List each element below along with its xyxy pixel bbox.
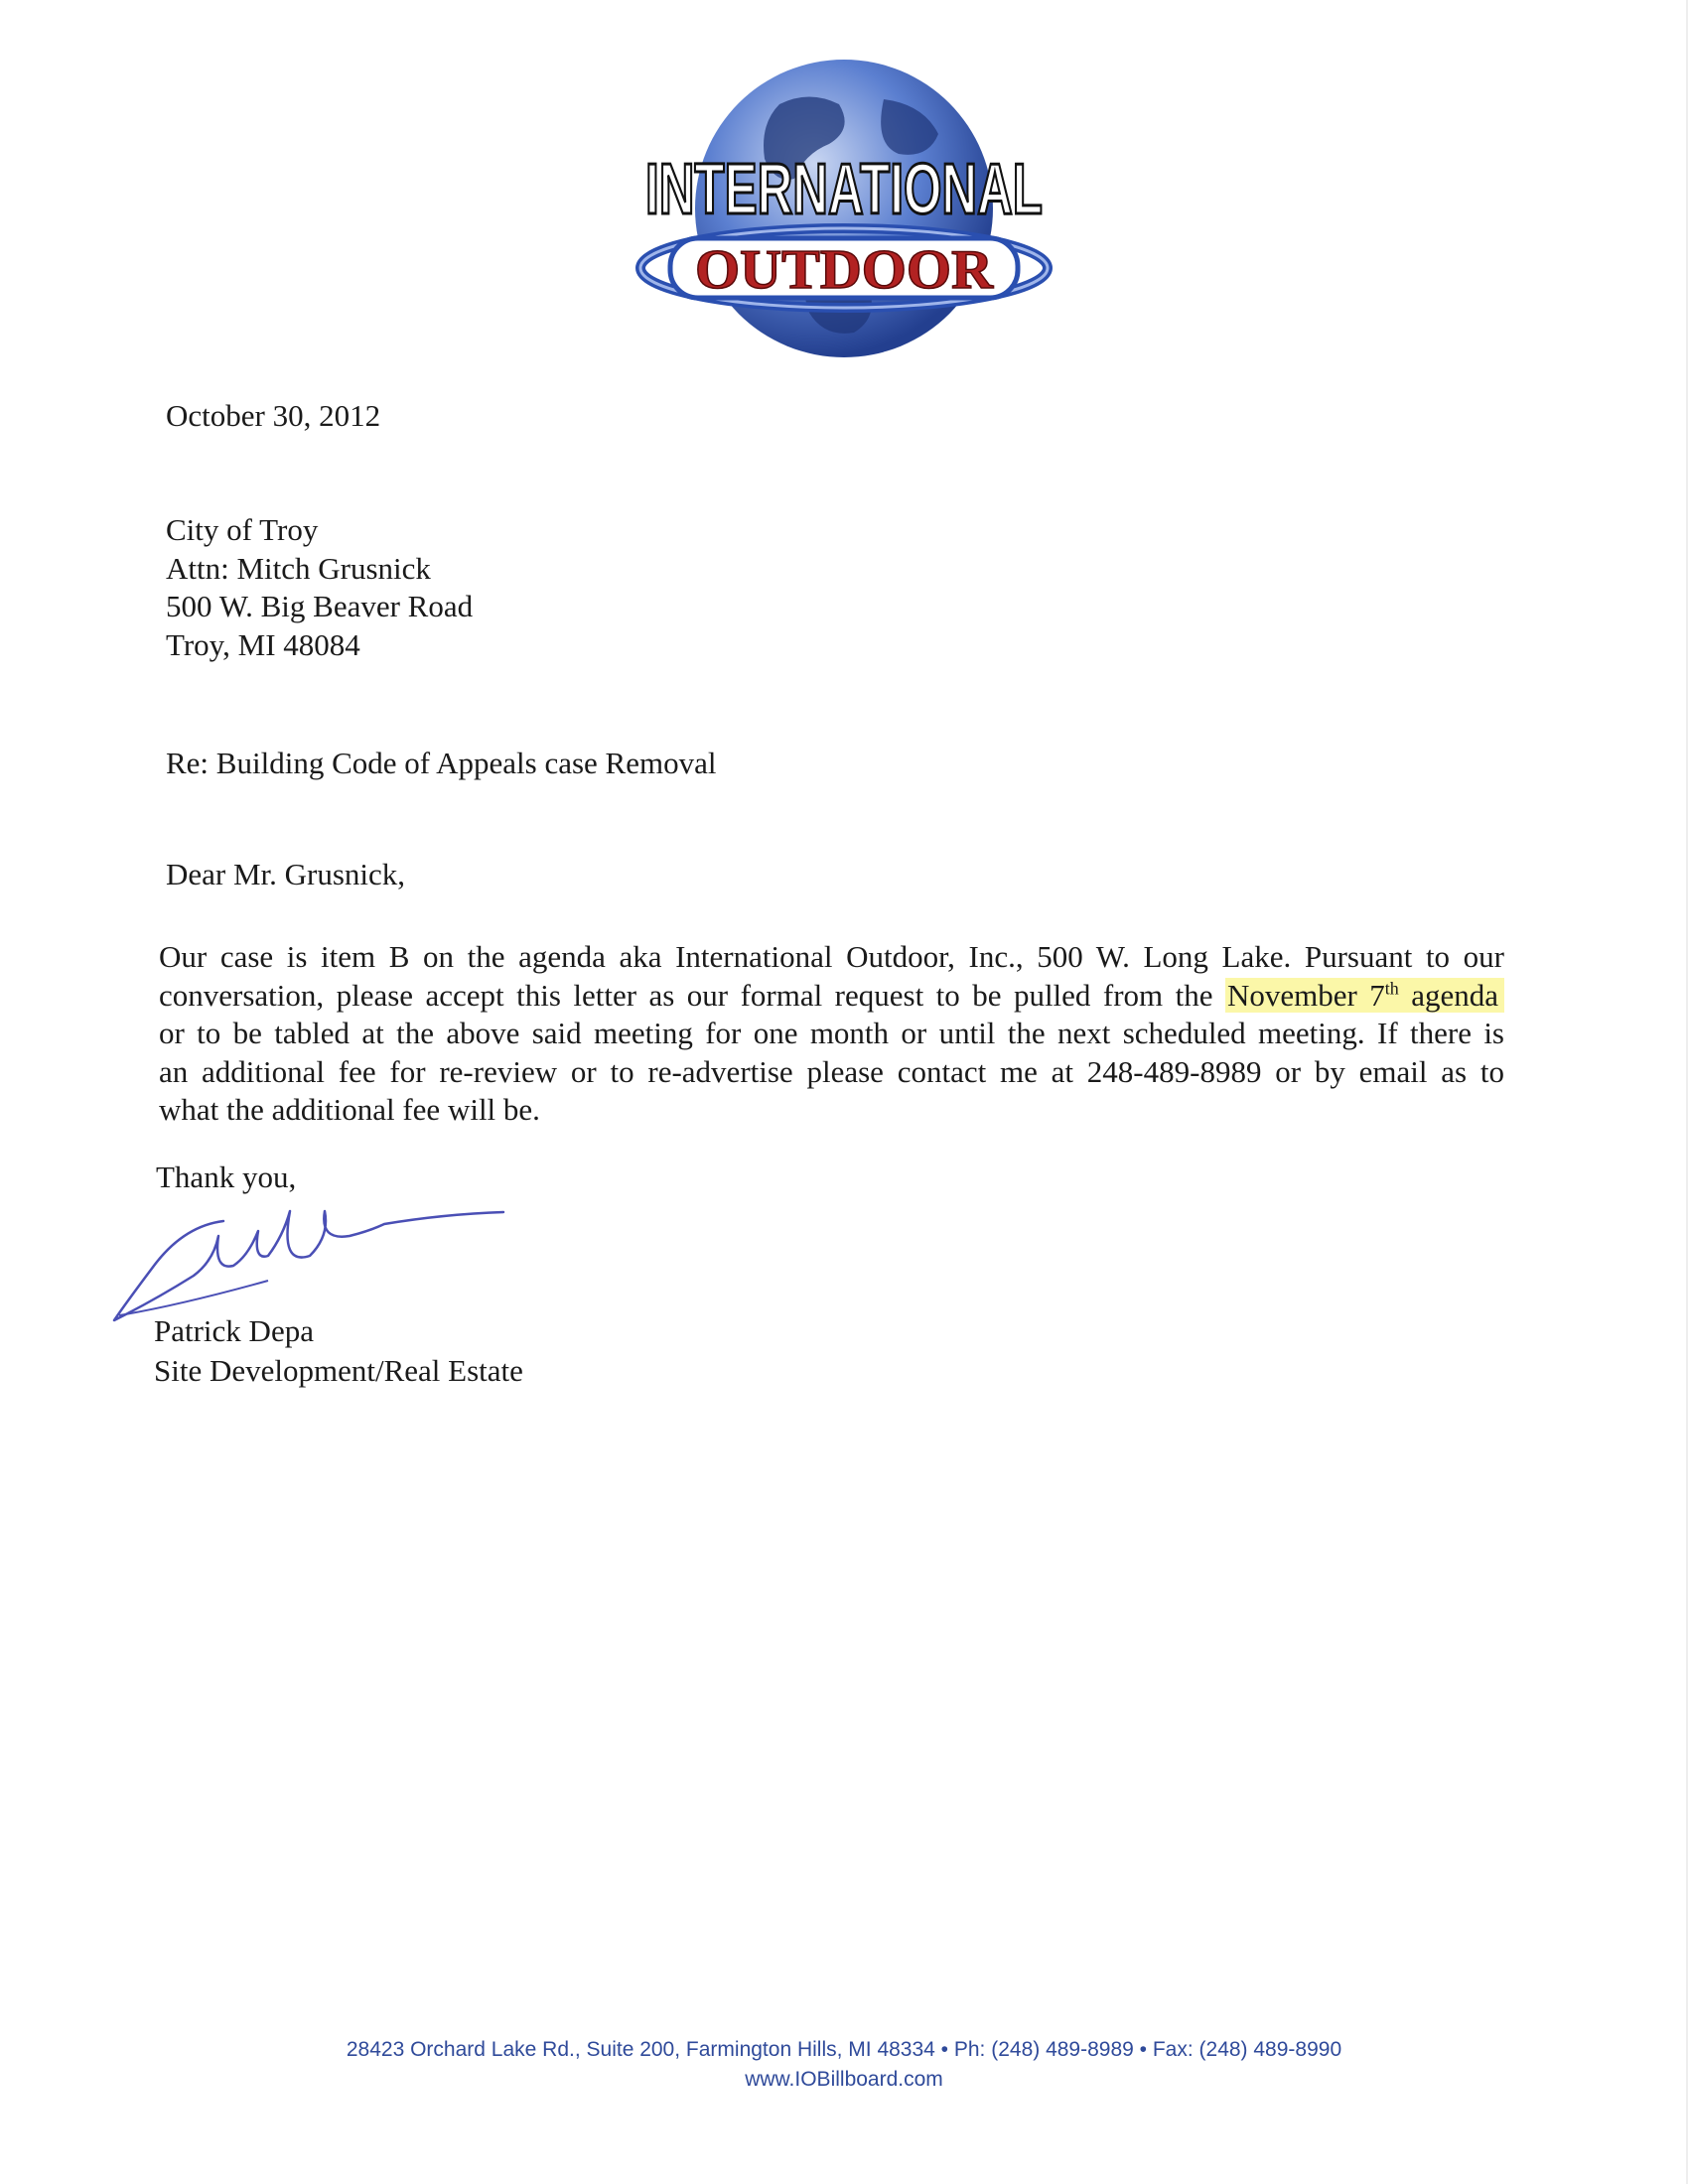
closing: Thank you,: [156, 1160, 297, 1194]
handwritten-signature: [104, 1201, 541, 1320]
body-line: what the additional fee will be.: [159, 1092, 540, 1127]
logo-wordmark-international: INTERNATIONAL: [645, 150, 1043, 229]
footer-website: www.IOBillboard.com: [745, 2068, 943, 2091]
recipient-line: Attn: Mitch Grusnick: [166, 550, 431, 586]
highlight-text: November 7: [1226, 977, 1385, 1013]
body-line: or to be tabled at the above said meeting for one month or until the next scheduled meeting. If there is: [159, 1016, 1504, 1050]
company-logo: [631, 45, 1057, 362]
recipient-line: 500 W. Big Beaver Road: [166, 589, 474, 623]
body-paragraph: [159, 938, 1504, 1130]
footer-address: 28423 Orchard Lake Rd., Suite 200, Farmington Hills, MI 48334 • Ph: (248) 489-8989 • Fax: (248) 489-8990: [346, 2038, 1342, 2061]
logo-wordmark-outdoor: OUTDOOR: [695, 239, 994, 301]
highlight-text: agenda: [1398, 977, 1499, 1013]
recipient-line: Troy, MI 48084: [166, 626, 360, 662]
ordinal-suffix: th: [1384, 978, 1399, 999]
highlighted-date: [1225, 978, 1504, 1013]
body-line: an additional fee for re-review or to re-advertise please contact me at 248-489-8989 or by email as to: [159, 1053, 1504, 1089]
signer-name: Patrick Depa: [154, 1313, 314, 1348]
signer-title: Site Development/Real Estate: [154, 1353, 523, 1388]
body-line: [159, 977, 1504, 1016]
body-text: conversation, please accept this letter as our formal request to be pulled from the: [159, 977, 1213, 1013]
letter-date: October 30, 2012: [166, 398, 381, 433]
subject-line: Re: Building Code of Appeals case Removal: [166, 746, 717, 780]
recipient-line: City of Troy: [166, 512, 319, 547]
salutation: Dear Mr. Grusnick,: [166, 857, 406, 891]
letterhead-footer: [0, 2035, 1688, 2095]
body-line: Our case is item B on the agenda aka International Outdoor, Inc., 500 W. Long Lake. Pursuant to our: [159, 939, 1504, 974]
recipient-address: [166, 511, 473, 664]
